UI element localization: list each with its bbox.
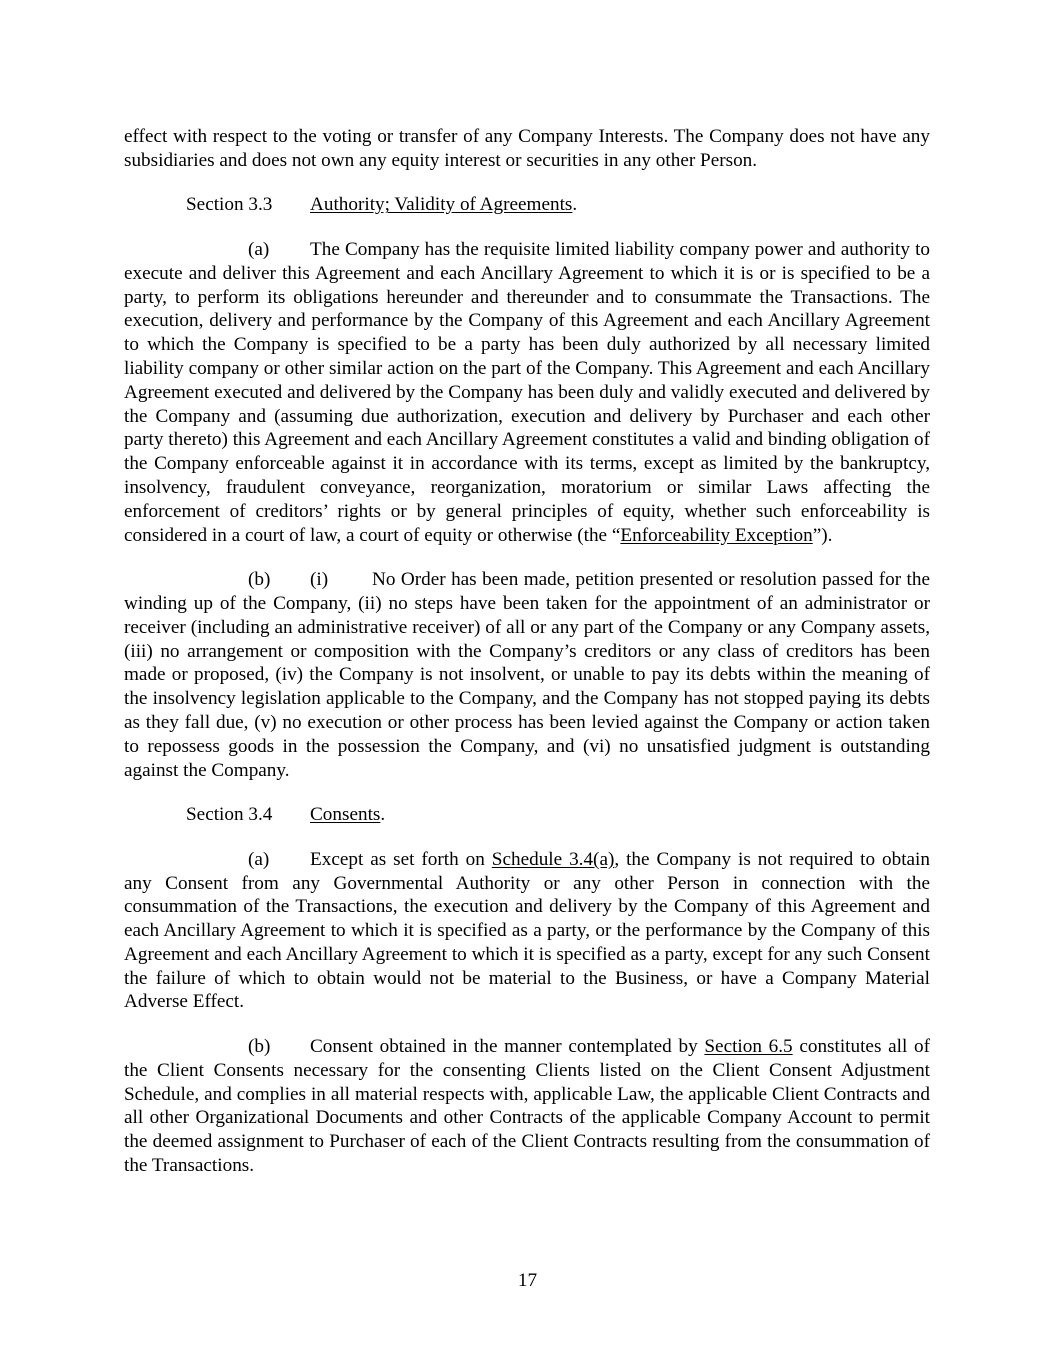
section-3-3-heading: Section 3.3 Authority; Validity of Agreements. xyxy=(186,194,578,216)
section-3-4-b-paragraph: (b) Consent obtained in the manner contemplated by Section 6.5 constitutes all of the Client Consents necessary for the consenting Clients listed on the Client Consent Adjustment Schedule, and complies in all material respects with, applicable Law, the applicable Client Contracts and all other Organizational Documents and other Contracts of the applicable Company Account to permit the deemed assignment to Purchaser of each of the Client Contracts resulting from the consummation of the Transactions. xyxy=(124,1036,930,1177)
section-3-4-heading: Section 3.4 Consents. xyxy=(186,804,386,826)
section-reference: Section 6.5 xyxy=(704,1036,793,1058)
page-number: 17 xyxy=(517,1270,538,1291)
clause-label: (i) xyxy=(310,569,329,591)
section-number: Section 3.3 xyxy=(186,194,273,216)
subsection-label: (b) xyxy=(248,1036,271,1058)
subsection-label: (a) xyxy=(248,238,270,260)
subsection-label: (a) xyxy=(248,848,270,870)
defined-term: Enforceability Exception xyxy=(620,524,813,546)
section-title: Authority; Validity of Agreements xyxy=(310,194,573,216)
subsection-label: (b) xyxy=(248,569,271,591)
document-body xyxy=(124,125,930,1178)
section-3-3-a-paragraph: (a) The Company has the requisite limited liability company power and authority to execute and deliver this Agreement and each Ancillary Agreement to which it is or is specified to be a party, to perform its obligations hereunder and thereunder and to consummate the Transactions. The execution, delivery and performance by the Company of this Agreement and each Ancillary Agreement to which the Company is specified to be a party has been duly authorized by all necessary limited liability company or other similar action on the part of the Company. This Agreement and each Ancillary Agreement executed and delivered by the Company has been duly and validly executed and delivered by the Company and (assuming due authorization, execution and delivery by Purchaser and each other party thereto) this Agreement and each Ancillary Agreement constitutes a valid and binding obligation of the Company enforceable against it in accordance with its terms, except as limited by the bankruptcy, insolvency, fraudulent conveyance, reorganization, moratorium or similar Laws affecting the enforcement of creditors’ rights or by general principles of equity, whether such enforceability is considered in a court of law, a court of equity or otherwise (the “Enforceability Exception”). xyxy=(124,238,930,546)
section-title: Consents xyxy=(310,804,381,826)
schedule-reference: Schedule 3.4(a) xyxy=(491,848,615,870)
carryover-paragraph: effect with respect to the voting or transfer of any Company Interests. The Company does not have any subsidiaries and does not own any equity interest or securities in any other Person. xyxy=(124,126,930,171)
section-number: Section 3.4 xyxy=(186,804,273,826)
section-3-4-a-paragraph: (a) Except as set forth on Schedule 3.4(a), the Company is not required to obtain any Consent from any Governmental Authority or any other Person in connection with the consummation of the Transactions, the execution and delivery by the Company of this Agreement and each Ancillary Agreement to which it is specified as a party, or the performance by the Company of this Agreement and each Ancillary Agreement to which it is specified as a party, except for any such Consent the failure of which to obtain would not be material to the Business, or have a Company Material Adverse Effect. xyxy=(124,848,930,1013)
section-3-3-b-paragraph: (b) (i) No Order has been made, petition presented or resolution passed for the winding up of the Company, (ii) no steps have been taken for the appointment of an administrator or receiver (including an administrative receiver) of all or any part of the Company or any Company assets, (iii) no arrangement or composition with the Company’s creditors or any class of creditors has been made or proposed, (iv) the Company is not insolvent, or unable to pay its debts within the meaning of the insolvency legislation applicable to the Company, and the Company has not stopped paying its debts as they fall due, (v) no execution or other process has been levied against the Company or action taken to repossess goods in the possession the Company, and (vi) no unsatisfied judgment is outstanding against the Company. xyxy=(124,569,930,781)
